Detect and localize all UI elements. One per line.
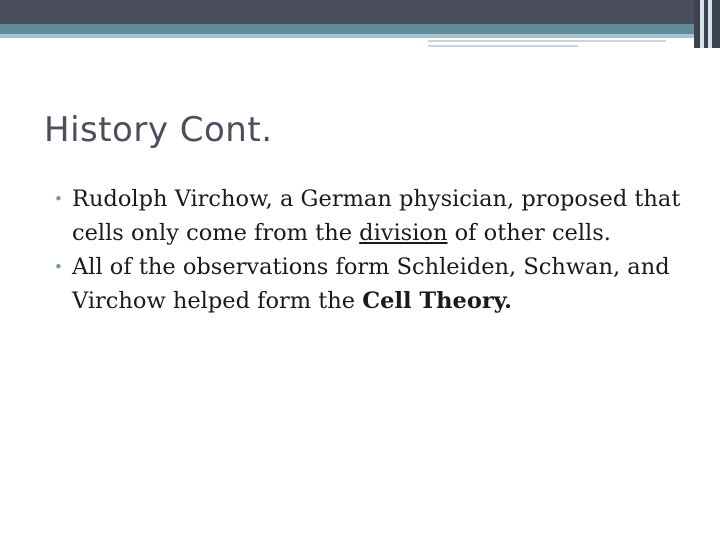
header-banner	[0, 0, 720, 24]
underlined-term: division	[359, 220, 448, 246]
bullet-icon: •	[54, 190, 63, 208]
header-accent-band	[0, 24, 720, 34]
bullet-text: Rudolph Virchow, a German physician, proposed that cells only come from the	[72, 186, 681, 246]
slide-title: History Cont.	[44, 110, 273, 150]
bullet-text: of other cells.	[447, 220, 611, 246]
header-decor-line	[428, 45, 578, 47]
bullet-icon: •	[54, 258, 63, 276]
header-accent-light-band	[0, 34, 720, 38]
header-corner-block	[694, 0, 720, 48]
bullet-item	[50, 182, 700, 250]
bullet-item	[50, 250, 700, 318]
corner-stripe	[700, 0, 704, 48]
corner-stripe	[708, 0, 712, 48]
bullet-list	[50, 182, 700, 318]
header-decor-line	[428, 40, 666, 42]
bold-term: Cell Theory.	[362, 288, 513, 314]
bullet-text: All of the observations form Schleiden, Schwan, and Virchow helped form the	[72, 254, 670, 314]
